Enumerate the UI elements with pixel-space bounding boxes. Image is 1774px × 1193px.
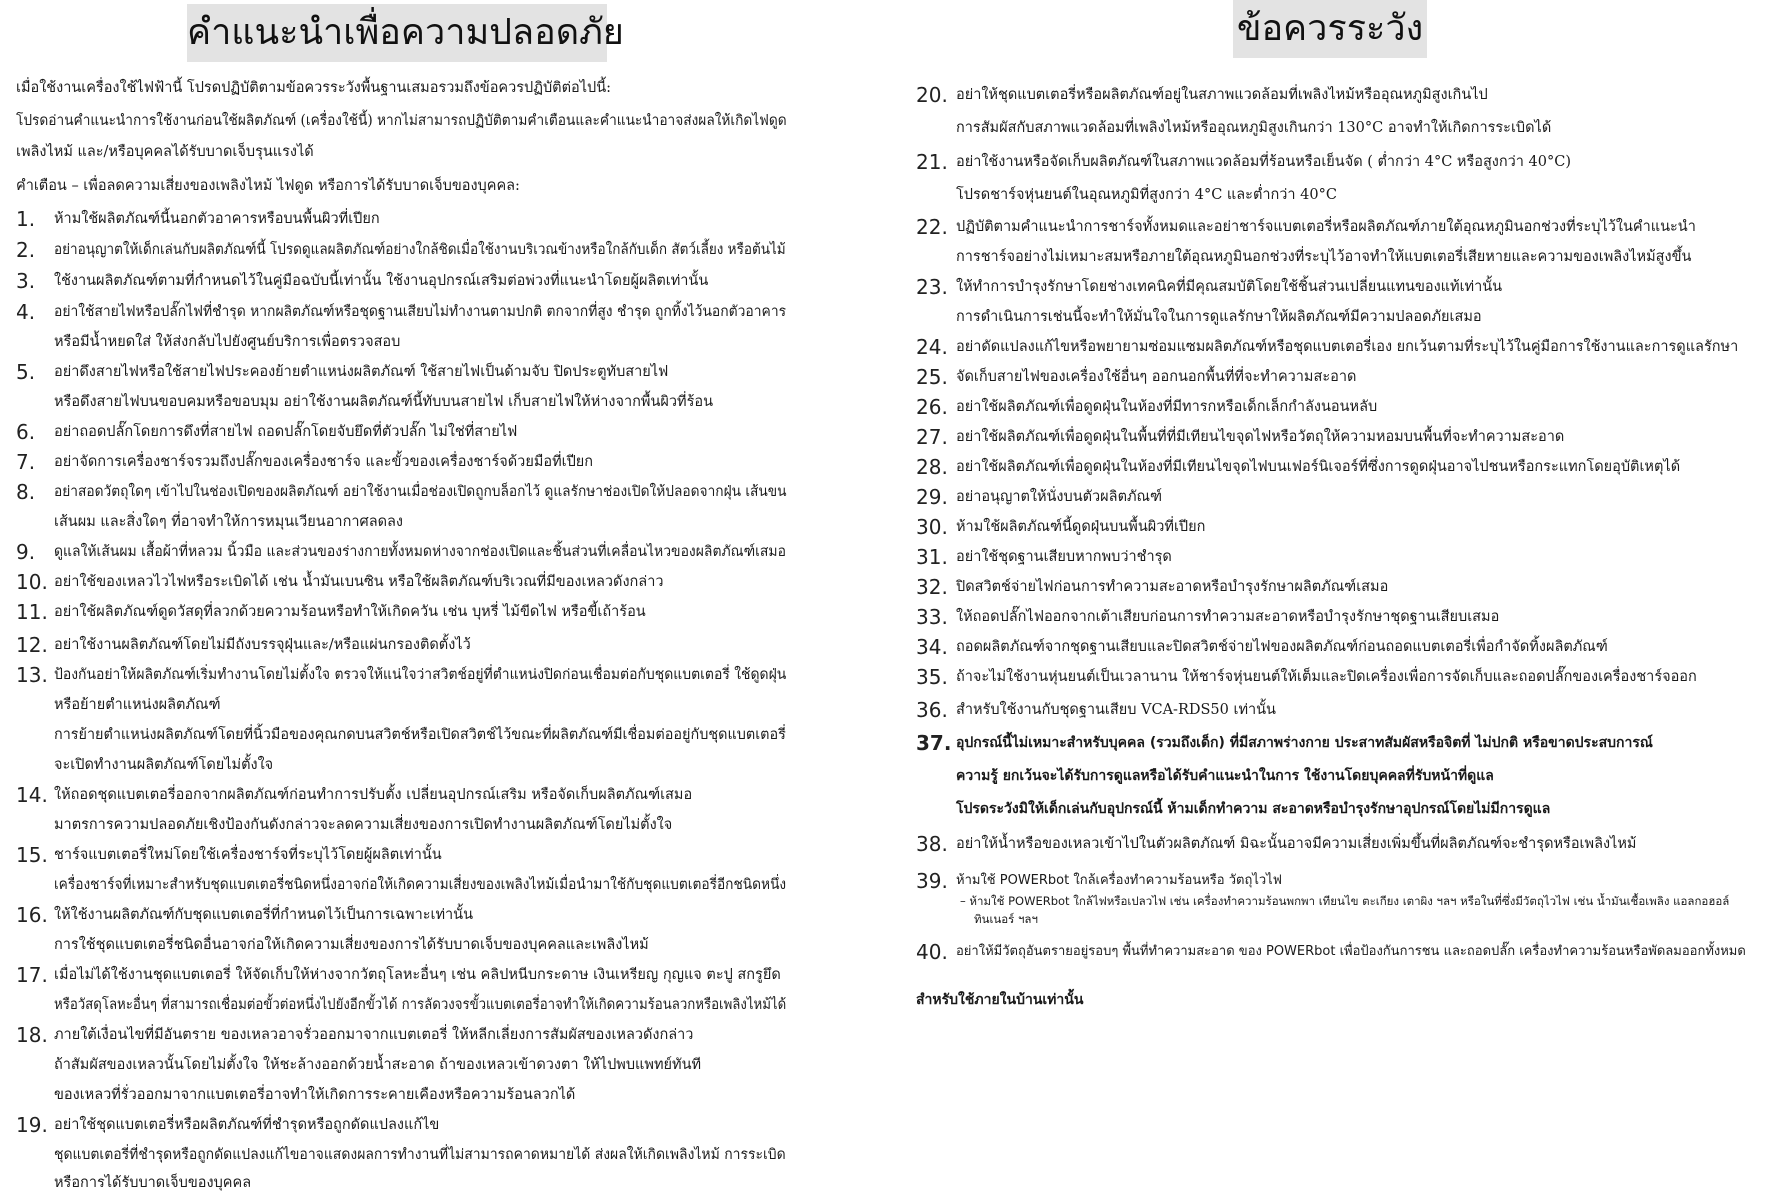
item-text: ชุดแบตเตอรี่ที่ชำรุดหรือถูกดัดแปลงแก้ไขอาจแสดงผลการทำงานที่ไม่สามารถคาดหมายได้ ส่งผลให้เกิดเพลิงไหม้ การระเบิด (54, 1147, 786, 1163)
item-text: หรือย้ายตำแหน่งผลิตภัณฑ์ (54, 697, 221, 713)
item-text: อย่าใช้ผลิตภัณฑ์เพื่อดูดฝุ่นในพื้นที่ที่มีเทียนไขจุดไฟหรือวัตถุให้ความหอมบนพื้นที่จะทำความสะอาด (956, 429, 1565, 445)
item-text: ห้ามใช้ผลิตภัณฑ์นี้นอกตัวอาคารหรือบนพื้นผิวที่เปียก (54, 211, 380, 227)
item-number: 26. (916, 395, 948, 419)
item-text: ห้ามใช้ POWERbot ใกล้เครื่องทำความร้อนหรือ วัตถุไวไฟ (956, 873, 1282, 888)
item-text: อย่าใช้สายไฟหรือปลั๊กไฟที่ชำรุด หากผลิตภัณฑ์หรือชุดฐานเสียบไม่ทำงานตามปกติ ตกจากที่สูง ชำรุด ถูกทิ้งไว้นอกตัวอาคาร (54, 304, 787, 320)
item-text: ปฏิบัติตามคำแนะนำการชาร์จทั้งหมดและอย่าชาร์จแบตเตอรี่หรือผลิตภัณฑ์ภายใต้อุณหภูมินอกช่วงที่ระบุไว้ในคำแนะนำ (956, 219, 1696, 235)
item-number: 19. (16, 1113, 48, 1137)
item-number: 22. (916, 215, 948, 239)
item-text: อย่าถอดปลั๊กโดยการดึงที่สายไฟ ถอดปลั๊กโดยจับยึดที่ตัวปลั๊ก ไม่ใช่ที่สายไฟ (54, 424, 518, 440)
item-text: ห้ามใช้ผลิตภัณฑ์นี้ดูดฝุ่นบนพื้นผิวที่เปียก (956, 519, 1206, 535)
item-text: อย่าใช้ชุดแบตเตอรี่หรือผลิตภัณฑ์ที่ชำรุดหรือถูกดัดแปลงแก้ไข (54, 1117, 440, 1133)
item-number: 35. (916, 665, 948, 689)
item-text: อย่าดัดแปลงแก้ไขหรือพยายามซ่อมแซมผลิตภัณฑ์หรือชุดแบตเตอรี่เอง ยกเว้นตามที่ระบุไว้ในคู่มือการใช้งานและการดูแลรักษา (956, 339, 1739, 355)
item-number: 21. (916, 150, 948, 174)
item-number: 38. (916, 832, 948, 856)
item-number: 36. (916, 698, 948, 722)
item-number: 11. (16, 600, 48, 624)
item-text: ดูแลให้เส้นผม เสื้อผ้าที่หลวม นิ้วมือ และส่วนของร่างกายทั้งหมดห่างจากช่องเปิดและชิ้นส่วนที่เคลื่อนไหวของผลิตภัณฑ์เสมอ (54, 544, 786, 560)
item-text: ชาร์จแบตเตอรี่ใหม่โดยใช้เครื่องชาร์จที่ระบุไว้โดยผู้ผลิตเท่านั้น (54, 847, 442, 863)
item-text: ความรู้ ยกเว้นจะได้รับการดูแลหรือได้รับคำแนะนำในการ ใช้งานโดยบุคคลที่รับหน้าที่ดูแล (956, 768, 1494, 784)
item-text: ให้ใช้งานผลิตภัณฑ์กับชุดแบตเตอรี่ที่กำหนดไว้เป็นการเฉพาะเท่านั้น (54, 907, 473, 923)
item-text: อย่าสอดวัตถุใดๆ เข้าไปในช่องเปิดของผลิตภัณฑ์ อย่าใช้งานเมื่อช่องเปิดถูกบล็อกไว้ ดูแลรักษาช่องเปิดให้ปลอดจากฝุ่น เส้นขน (54, 484, 787, 500)
item-text: ให้ถอดปลั๊กไฟออกจากเต้าเสียบก่อนการทำความสะอาดหรือบำรุงรักษาชุดฐานเสียบเสมอ (956, 609, 1500, 625)
item-text: ถอดผลิตภัณฑ์จากชุดฐานเสียบและปิดสวิตช์จ่ายไฟของผลิตภัณฑ์ก่อนถอดแบตเตอรี่เพื่อกำจัดทิ้งผลิตภัณฑ์ (956, 639, 1608, 655)
cautions-title: ข้อควรระวัง (1233, 0, 1427, 58)
item-number: 30. (916, 515, 948, 539)
item-text: อย่าอนุญาตให้เด็กเล่นกับผลิตภัณฑ์นี้ โปรดดูแลผลิตภัณฑ์อย่างใกล้ชิดเมื่อใช้งานบริเวณข้างหรือใกล้กับเด็ก สัตว์เลี้ยง หรือต้นไม้ (54, 242, 786, 258)
item-text: อย่าอนุญาตให้นั่งบนตัวผลิตภัณฑ์ (956, 489, 1163, 505)
item-text: ถ้าสัมผัสของเหลวนั้นโดยไม่ตั้งใจ ให้ชะล้างออกด้วยน้ำสะอาด ถ้าของเหลวเข้าดวงตา ให้ไปพบแพทย์ทันที (54, 1057, 702, 1073)
item-text: หรือวัสดุโลหะอื่นๆ ที่สามารถเชื่อมต่อขั้วต่อหนึ่งไปยังอีกขั้วได้ การลัดวงจรขั้วแบตเตอรี่อาจทำให้เกิดความร้อนลวกหรือเพลิงไหม้ได้ (54, 997, 787, 1013)
item-text: อย่าใช้ผลิตภัณฑ์ดูดวัสดุที่ลวกด้วยความร้อนหรือทำให้เกิดควัน เช่น บุหรี่ ไม้ขีดไฟ หรือขี้เถ้าร้อน (54, 604, 646, 620)
item-number: 7. (16, 450, 36, 474)
item-text: หรือมีน้ำหยดใส่ ให้ส่งกลับไปยังศูนย์บริการเพื่อตรวจสอบ (54, 334, 401, 350)
item-number: 32. (916, 575, 948, 599)
item-number: 20. (916, 83, 948, 107)
item-text: เส้นผม และสิ่งใดๆ ที่อาจทำให้การหมุนเวียนอากาศลดลง (54, 514, 403, 530)
item-text: อย่าให้มีวัตถุอันตรายอยู่รอบๆ พื้นที่ทำความสะอาด ของ POWERbot เพื่อป้องกันการชน และถอดปลั๊ก เครื่องทำความร้อนหรือพัดลมออกทั้งหมด (956, 944, 1746, 959)
item-text: อย่าใช้งานผลิตภัณฑ์โดยไม่มีถังบรรจุฝุ่นและ/หรือแผ่นกรองติดตั้งไว้ (54, 637, 471, 653)
item-text: ให้ถอดชุดแบตเตอรี่ออกจากผลิตภัณฑ์ก่อนทำการปรับตั้ง เปลี่ยนอุปกรณ์เสริม หรือจัดเก็บผลิตภัณฑ์เสมอ (54, 787, 693, 803)
safety-instructions-title: คำแนะนำเพื่อความปลอดภัย (187, 4, 607, 62)
intro-text: โปรดอ่านคำแนะนำการใช้งานก่อนใช้ผลิตภัณฑ์ (เครื่องใช้นี้) หากไม่สามารถปฏิบัติตามคำเตือนและคำแนะนำอาจส่งผลให้เกิดไฟดูด (16, 113, 787, 129)
item-text: การชาร์จอย่างไม่เหมาะสมหรือภายใต้อุณหภูมินอกช่วงที่ระบุไว้อาจทำให้แบตเตอรี่เสียหายและความของเพลิงไหม้สูงขึ้น (956, 249, 1692, 265)
item-number: 14. (16, 783, 48, 807)
item-text: ภายใต้เงื่อนไขที่มีอันตราย ของเหลวอาจรั่วออกมาจากแบตเตอรี่ ให้หลีกเลี่ยงการสัมผัสของเหลวดังกล่าว (54, 1027, 694, 1043)
item-text: – ห้ามใช้ POWERbot ใกล้ไฟหรือเปลวไฟ เช่น เครื่องทำความร้อนพกพา เทียนไข ตะเกียง เตาผิง ฯลฯ หรือในที่ซึ่งมีวัตถุไวไฟ เช่น น้ำมันเชื้อเพลิง แอลกอฮอล์ (960, 894, 1730, 908)
item-text: โปรดระวังมิให้เด็กเล่นกับอุปกรณ์นี้ ห้ามเด็กทำความ สะอาดหรือบำรุงรักษาอุปกรณ์โดยไม่มีการดูแล (956, 801, 1551, 817)
item-text: การสัมผัสกับสภาพแวดล้อมที่เพลิงไหม้หรืออุณหภูมิสูงเกินกว่า 130°C อาจทำให้เกิดการระเบิดได้ (956, 120, 1552, 136)
item-text: อย่าใช้ผลิตภัณฑ์เพื่อดูดฝุ่นในห้องที่มีเทียนไขจุดไฟบนเฟอร์นิเจอร์ที่ซึ่งการดูดฝุ่นอาจไปชนหรือกระแทกโดยอุบัติเหตุได้ (956, 459, 1681, 475)
item-text: หรือดึงสายไฟบนขอบคมหรือขอบมุม อย่าใช้งานผลิตภัณฑ์นี้ทับบนสายไฟ เก็บสายไฟให้ห่างจากพื้นผิวที่ร้อน (54, 394, 713, 410)
item-number: 1. (16, 207, 36, 231)
item-number: 24. (916, 335, 948, 359)
item-text: เมื่อไม่ได้ใช้งานชุดแบตเตอรี่ ให้จัดเก็บให้ห่างจากวัตถุโลหะอื่นๆ เช่น คลิปหนีบกระดาษ เงินเหรียญ กุญแจ ตะปู สกรูยึด (54, 967, 781, 983)
item-number: 34. (916, 635, 948, 659)
item-text: ป้องกันอย่าให้ผลิตภัณฑ์เริ่มทำงานโดยไม่ตั้งใจ ตรวจให้แน่ใจว่าสวิตช์อยู่ที่ตำแหน่งปิดก่อนเชื่อมต่อกับชุดแบตเตอรี่ ใช้ดูดฝุ่น (54, 667, 787, 683)
item-text: ของเหลวที่รั่วออกมาจากแบตเตอรี่อาจทำให้เกิดการระคายเคืองหรือความร้อนลวกได้ (54, 1087, 576, 1103)
item-number: 5. (16, 360, 36, 384)
item-number: 4. (16, 300, 36, 324)
item-text: อย่าใช้ชุดฐานเสียบหากพบว่าชำรุด (956, 549, 1172, 565)
item-number: 23. (916, 275, 948, 299)
item-number: 8. (16, 480, 36, 504)
item-text: อย่าให้น้ำหรือของเหลวเข้าไปในตัวผลิตภัณฑ์ มิฉะนั้นอาจมีความเสี่ยงเพิ่มขึ้นที่ผลิตภัณฑ์จะชำรุดหรือเพลิงไหม้ (956, 836, 1637, 852)
item-text: อุปกรณ์นี้ไม่เหมาะสำหรับบุคคล (รวมถึงเด็ก) ที่มีสภาพร่างกาย ประสาทสัมผัสหรือจิตที่ ไม่ปกติ หรือขาดประสบการณ์ (956, 735, 1653, 751)
item-text: อย่าใช้ผลิตภัณฑ์เพื่อดูดฝุ่นในห้องที่มีทารกหรือเด็กเล็กกำลังนอนหลับ (956, 399, 1378, 415)
item-text: ให้ทำการบำรุงรักษาโดยช่างเทคนิคที่มีคุณสมบัติโดยใช้ชิ้นส่วนเปลี่ยนแทนของแท้เท่านั้น (956, 279, 1503, 295)
item-text: โปรดชาร์จหุ่นยนต์ในอุณหภูมิที่สูงกว่า 4°C และต่ำกว่า 40°C (956, 187, 1337, 203)
item-text: อย่าดึงสายไฟหรือใช้สายไฟประคองย้ายตำแหน่งผลิตภัณฑ์ ใช้สายไฟเป็นด้ามจับ ปิดประตูทับสายไฟ (54, 364, 669, 380)
item-text: อย่าใช้ของเหลวไวไฟหรือระเบิดได้ เช่น น้ำมันเบนซิน หรือใช้ผลิตภัณฑ์บริเวณที่มีของเหลวดังกล่าว (54, 574, 664, 590)
item-number: 27. (916, 425, 948, 449)
item-number: 15. (16, 843, 48, 867)
item-number: 31. (916, 545, 948, 569)
item-number: 40. (916, 940, 948, 964)
intro-text: คำเตือน – เพื่อลดความเสี่ยงของเพลิงไหม้ ไฟดูด หรือการได้รับบาดเจ็บของบุคคล: (16, 178, 520, 194)
item-text: หรือการได้รับบาดเจ็บของบุคคล (54, 1175, 252, 1191)
intro-text: เมื่อใช้งานเครื่องใช้ไฟฟ้านี้ โปรดปฏิบัติตามข้อควรระวังพื้นฐานเสมอรวมถึงข้อควรปฏิบัติต่อไปนี้: (16, 80, 612, 96)
item-number: 33. (916, 605, 948, 629)
item-text: มาตรการความปลอดภัยเชิงป้องกันดังกล่าวจะลดความเสี่ยงของการเปิดทำงานผลิตภัณฑ์โดยไม่ตั้งใจ (54, 817, 673, 833)
item-text: การใช้ชุดแบตเตอรี่ชนิดอื่นอาจก่อให้เกิดความเสี่ยงของการได้รับบาดเจ็บของบุคคลและเพลิงไหม้ (54, 937, 649, 953)
item-number: 17. (16, 963, 48, 987)
item-text: ปิดสวิตช์จ่ายไฟก่อนการทำความสะอาดหรือบำรุงรักษาผลิตภัณฑ์เสมอ (956, 579, 1389, 595)
item-text: อย่าใช้งานหรือจัดเก็บผลิตภัณฑ์ในสภาพแวดล้อมที่ร้อนหรือเย็นจัด ( ต่ำกว่า 4°C หรือสูงกว่า 40°C) (956, 154, 1572, 170)
item-text: จัดเก็บสายไฟของเครื่องใช้อื่นๆ ออกนอกพื้นที่ที่จะทำความสะอาด (956, 369, 1357, 385)
item-number: 18. (16, 1023, 48, 1047)
item-number: 2. (16, 238, 36, 262)
item-number: 13. (16, 663, 48, 687)
item-text: การดำเนินการเช่นนี้จะทำให้มั่นใจในการดูแลรักษาให้ผลิตภัณฑ์มีความปลอดภัยเสมอ (956, 309, 1482, 325)
item-text: ใช้งานผลิตภัณฑ์ตามที่กำหนดไว้ในคู่มือฉบับนี้เท่านั้น ใช้งานอุปกรณ์เสริมต่อพ่วงที่แนะนำโดยผู้ผลิตเท่านั้น (54, 273, 709, 289)
item-number: 25. (916, 365, 948, 389)
item-number: 10. (16, 570, 48, 594)
footer-text: สำหรับใช้ภายในบ้านเท่านั้น (916, 992, 1084, 1008)
item-number: 37. (916, 731, 952, 755)
item-text: เครื่องชาร์จที่เหมาะสำหรับชุดแบตเตอรี่ชนิดหนึ่งอาจก่อให้เกิดความเสี่ยงของเพลิงไหม้เมื่อนำมาใช้กับชุดแบตเตอรี่อีกชนิดหนึ่ง (54, 877, 787, 893)
item-text: อย่าให้ชุดแบตเตอรี่หรือผลิตภัณฑ์อยู่ในสภาพแวดล้อมที่เพลิงไหม้หรืออุณหภูมิสูงเกินไป (956, 87, 1488, 103)
item-number: 39. (916, 869, 948, 893)
item-text: อย่าจัดการเครื่องชาร์จรวมถึงปลั๊กของเครื่องชาร์จ และขั้วของเครื่องชาร์จด้วยมือที่เปียก (54, 454, 594, 470)
item-number: 6. (16, 420, 36, 444)
item-number: 28. (916, 455, 948, 479)
item-number: 12. (16, 633, 48, 657)
intro-text: เพลิงไหม้ และ/หรือบุคคลได้รับบาดเจ็บรุนแรงได้ (16, 144, 314, 160)
item-text: ทินเนอร์ ฯลฯ (974, 912, 1038, 926)
item-number: 29. (916, 485, 948, 509)
item-number: 3. (16, 269, 36, 293)
item-text: จะเปิดทำงานผลิตภัณฑ์โดยไม่ตั้งใจ (54, 757, 274, 773)
item-text: สำหรับใช้งานกับชุดฐานเสียบ VCA-RDS50 เท่านั้น (956, 702, 1276, 718)
item-number: 16. (16, 903, 48, 927)
item-text: การย้ายตำแหน่งผลิตภัณฑ์โดยที่นิ้วมือของคุณกดบนสวิตช์หรือเปิดสวิตช์ไว้ขณะที่ผลิตภัณฑ์มีเชื่อมต่ออยู่กับชุดแบตเตอรี่ (54, 727, 786, 743)
item-text: ถ้าจะไม่ใช้งานหุ่นยนต์เป็นเวลานาน ให้ชาร์จหุ่นยนต์ให้เต็มและปิดเครื่องเพื่อการจัดเก็บและถอดปลั๊กของเครื่องชาร์จออก (956, 669, 1697, 685)
item-number: 9. (16, 540, 36, 564)
